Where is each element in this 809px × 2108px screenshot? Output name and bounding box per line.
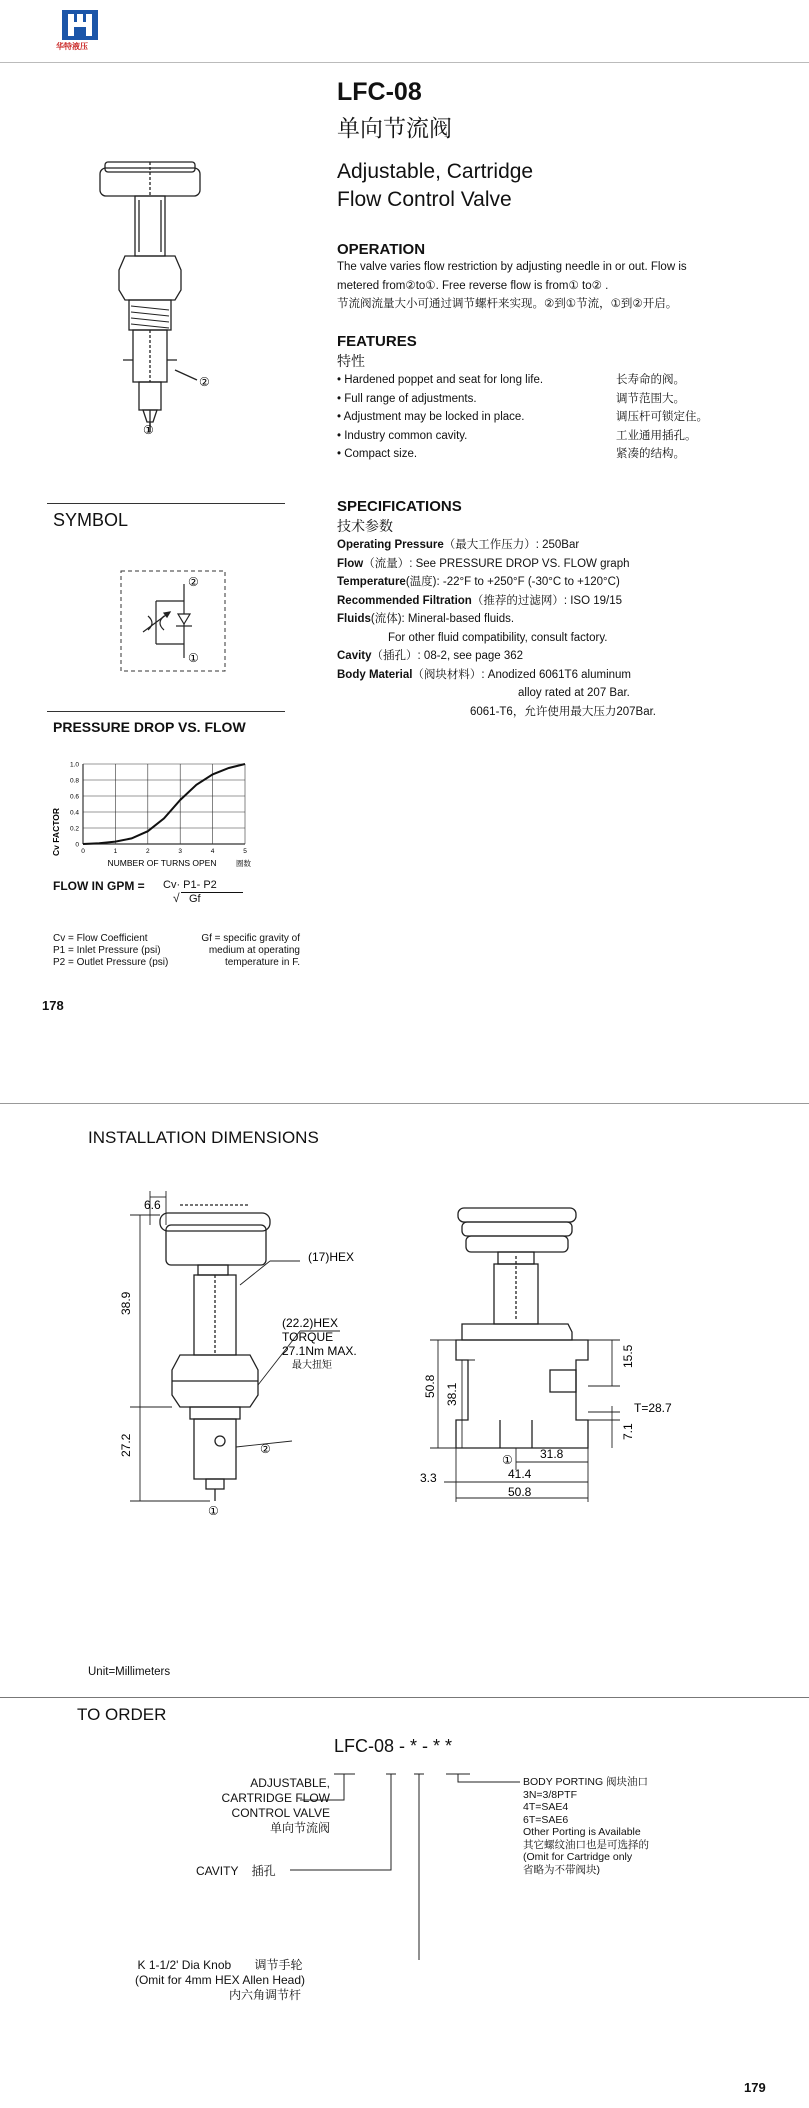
feature-row bbox=[337, 408, 757, 427]
spec-label: Cavity bbox=[337, 650, 372, 662]
spec-row bbox=[337, 684, 767, 703]
feature-cn: 调压杆可锁定住。 bbox=[616, 411, 708, 423]
chart-x-ticks bbox=[81, 848, 247, 855]
model-cn-name: 单向节流阀 bbox=[337, 115, 452, 141]
valve-symbol bbox=[118, 566, 228, 676]
spec-cn: (温度) bbox=[405, 576, 437, 588]
feature-cn: 工业通用插孔。 bbox=[616, 429, 697, 442]
body-dimension-drawing bbox=[390, 1200, 720, 1510]
cv-curve-line bbox=[83, 764, 245, 844]
order-right-line: (Omit for Cartridge only bbox=[523, 1851, 633, 1863]
x-tick-label: 0 bbox=[81, 848, 85, 855]
x-tick-label: 3 bbox=[178, 848, 183, 855]
page-number-179: 179 bbox=[744, 2080, 766, 2095]
model-title: LFC-08 bbox=[337, 78, 422, 106]
y-tick-label: 1.0 bbox=[69, 761, 79, 769]
y-tick-label: 0 bbox=[75, 841, 79, 849]
order-right-line: 省略为不带阀块) bbox=[523, 1863, 600, 1876]
logo-icon bbox=[62, 10, 98, 40]
formula-legend-left bbox=[53, 933, 168, 969]
spec-value: For other fluid compatibility, consult factory. bbox=[388, 631, 608, 644]
spec-value: : See PRESSURE DROP VS. FLOW graph bbox=[409, 557, 630, 570]
formula-numerator: Cv· P1- P2 bbox=[163, 879, 217, 891]
dim-27-2: 27.2 bbox=[119, 1433, 133, 1457]
order-knob-line: (Omit for 4mm HEX Allen Head) bbox=[134, 1973, 306, 1987]
feature-row bbox=[337, 445, 757, 464]
units-note: Unit=Millimeters bbox=[88, 1666, 171, 1678]
spec-value: : Mineral-based fluids. bbox=[401, 613, 515, 625]
order-heading: TO ORDER bbox=[77, 1705, 167, 1724]
operation-line-3: 节流阀流量大小可通过调节螺杆来实现。②到①节流，①到②开启。 bbox=[337, 298, 678, 310]
spec-label: Operating Pressure bbox=[337, 539, 444, 551]
formula-label: FLOW IN GPM = bbox=[53, 879, 145, 893]
spec-label: Recommended Filtration bbox=[337, 594, 472, 607]
feature-cn: 长寿命的阀。 bbox=[616, 374, 685, 386]
spec-row bbox=[337, 573, 767, 592]
feature-cn: 紧凑的结构。 bbox=[616, 448, 685, 460]
formula-legend-right bbox=[195, 933, 300, 969]
spec-value: alloy rated at 207 Bar. bbox=[518, 687, 630, 699]
spec-cn: (流体) bbox=[370, 613, 402, 625]
dim-15-5: 15.5 bbox=[621, 1344, 635, 1368]
dim-6-6: 6.6 bbox=[144, 1198, 161, 1212]
operation-text bbox=[337, 258, 767, 314]
feature-en: • Compact size. bbox=[337, 448, 418, 460]
cartridge-section-drawing bbox=[95, 160, 240, 435]
legend-line: P2 = Outlet Pressure (psi) bbox=[53, 957, 169, 968]
x-tick-label: 2 bbox=[145, 848, 150, 855]
specifications-heading: SPECIFICATIONS bbox=[337, 498, 462, 515]
feature-row bbox=[337, 427, 757, 446]
order-knob-line: 内六角调节杆 bbox=[228, 1988, 301, 2002]
operation-line-2: metered from②to①. Free reverse flow is from① to② . bbox=[337, 279, 609, 292]
order-left-line: CARTRIDGE FLOW bbox=[221, 1791, 330, 1805]
logo-text: 华特液压 bbox=[56, 42, 88, 51]
flow-formula bbox=[53, 879, 217, 905]
cartridge-dimension-drawing bbox=[110, 1185, 410, 1515]
order-right-line: 其它螺纹油口也是可选择的 bbox=[523, 1838, 649, 1851]
page-separator bbox=[0, 1103, 809, 1104]
spec-label: Fluids bbox=[337, 613, 371, 625]
feature-row bbox=[337, 371, 757, 390]
y-tick-label: 0.2 bbox=[69, 825, 79, 833]
legend-line: Gf = specific gravity of bbox=[201, 933, 300, 944]
features-list bbox=[337, 371, 757, 464]
spec-label: Temperature bbox=[337, 576, 406, 588]
order-left-line: 单向节流阀 bbox=[269, 1821, 330, 1835]
order-right-line: 4T=SAE4 bbox=[523, 1801, 569, 1813]
feature-en: • Full range of adjustments. bbox=[337, 392, 477, 405]
cv-factor-chart bbox=[40, 752, 260, 882]
order-knob-line: K 1-1/2' Dia Knob 调节手轮 bbox=[137, 1958, 303, 1972]
chart-y-label: Cv FACTOR bbox=[51, 807, 61, 857]
feature-en: • Adjustment may be locked in place. bbox=[337, 411, 525, 423]
order-left-block bbox=[140, 1776, 330, 1836]
spec-row bbox=[337, 610, 767, 629]
feature-row bbox=[337, 390, 757, 409]
dim-22-2-hex: (22.2)HEX bbox=[282, 1316, 339, 1330]
chart-y-ticks bbox=[70, 762, 79, 849]
spec-cn: （插孔） bbox=[371, 650, 418, 662]
spec-cn: （推荐的过滤网） bbox=[471, 594, 564, 607]
brand-logo bbox=[56, 10, 106, 52]
chart-x-label-cn: 圈数 bbox=[236, 859, 251, 868]
dim-t-28-7: T=28.7 bbox=[634, 1401, 672, 1415]
spec-row bbox=[337, 666, 767, 685]
order-right-line: 3N=3/8PTF bbox=[523, 1788, 577, 1801]
x-tick-label: 4 bbox=[210, 848, 215, 855]
chart-grid bbox=[83, 764, 245, 844]
spec-label: Body Material bbox=[337, 668, 413, 681]
order-right-line: Other Porting is Available bbox=[523, 1826, 641, 1838]
chart-x-label: NUMBER OF TURNS OPEN bbox=[107, 858, 217, 868]
order-knob-block bbox=[105, 1958, 335, 2003]
operation-heading: OPERATION bbox=[337, 241, 426, 258]
symbol-port2: ② bbox=[188, 575, 199, 589]
y-tick-label: 0.8 bbox=[69, 777, 79, 785]
installation-heading: INSTALLATION DIMENSIONS bbox=[88, 1128, 319, 1147]
y-tick-label: 0.6 bbox=[69, 793, 79, 801]
order-code: LFC-08 - * - * * bbox=[334, 1736, 453, 1756]
feature-en: • Industry common cavity. bbox=[337, 429, 468, 442]
torque-label: TORQUE bbox=[282, 1330, 334, 1344]
spec-row bbox=[337, 629, 767, 648]
legend-line: temperature in F. bbox=[224, 957, 300, 968]
spec-value: : 08-2, see page 362 bbox=[417, 650, 524, 662]
order-left-line: ADJUSTABLE, bbox=[250, 1776, 330, 1790]
feature-en: • Hardened poppet and seat for long life. bbox=[337, 374, 544, 386]
dim-41-4: 41.4 bbox=[508, 1467, 532, 1481]
spec-row bbox=[337, 592, 767, 611]
dim-38-1: 38.1 bbox=[445, 1382, 459, 1406]
symbol-rule bbox=[47, 503, 285, 504]
model-en-line1: Adjustable, Cartridge bbox=[337, 160, 534, 183]
spec-cn: （最大工作压力） bbox=[443, 539, 536, 551]
torque-value: 27.1Nm MAX. bbox=[282, 1344, 357, 1358]
left-port1: ① bbox=[208, 1504, 219, 1515]
header-rule bbox=[0, 62, 809, 63]
spec-value: : 250Bar bbox=[535, 539, 580, 551]
order-rule bbox=[0, 1697, 809, 1698]
drawing-port2-label: ② bbox=[199, 375, 210, 389]
spec-cn: （流量） bbox=[363, 557, 410, 570]
spec-row bbox=[337, 536, 767, 555]
spec-value: : -22°F to +250°F (-30°C to +120°C) bbox=[436, 576, 620, 588]
spec-row bbox=[337, 555, 767, 574]
right-port1: ① bbox=[502, 1453, 513, 1467]
feature-cn: 调节范围大。 bbox=[616, 392, 685, 405]
x-tick-label: 1 bbox=[113, 848, 118, 855]
legend-line: P1 = Inlet Pressure (psi) bbox=[53, 945, 161, 956]
features-heading: FEATURES bbox=[337, 333, 417, 350]
spec-cn: （阀块材料） bbox=[412, 668, 482, 681]
legend-line: Cv = Flow Coefficient bbox=[53, 933, 148, 944]
dim-17-hex: (17)HEX bbox=[308, 1250, 355, 1264]
symbol-heading: SYMBOL bbox=[53, 510, 129, 530]
specifications-heading-cn: 技术参数 bbox=[337, 518, 393, 534]
dim-31-8: 31.8 bbox=[540, 1447, 564, 1461]
dim-7-1: 7.1 bbox=[621, 1423, 635, 1440]
order-cavity: CAVITY 插孔 bbox=[196, 1864, 276, 1878]
order-callout-lines bbox=[0, 1760, 809, 1960]
drawing-port1-label: ① bbox=[143, 423, 154, 435]
specifications-list bbox=[337, 536, 767, 721]
spec-value: : Anodized 6061T6 aluminum bbox=[481, 668, 632, 681]
dim-50-8-vertical: 50.8 bbox=[423, 1374, 437, 1398]
order-left-line: CONTROL VALVE bbox=[231, 1806, 330, 1820]
features-heading-cn: 特性 bbox=[337, 353, 365, 369]
torque-cn: 最大扭矩 bbox=[292, 1360, 332, 1371]
y-tick-label: 0.4 bbox=[69, 809, 79, 817]
pressure-rule bbox=[47, 711, 285, 712]
spec-label: Flow bbox=[337, 557, 364, 570]
dim-50-8-horizontal: 50.8 bbox=[508, 1485, 532, 1499]
order-right-line: BODY PORTING 阀块油口 bbox=[523, 1776, 649, 1788]
symbol-port1: ① bbox=[188, 651, 199, 665]
left-port2: ② bbox=[260, 1442, 271, 1456]
order-right-line: 6T=SAE6 bbox=[523, 1813, 569, 1826]
formula-denominator: Gf bbox=[189, 893, 201, 905]
spec-row bbox=[337, 703, 767, 722]
spec-row bbox=[337, 647, 767, 666]
dim-3-3: 3.3 bbox=[420, 1471, 437, 1485]
formula-sqrt-sign: √ bbox=[173, 891, 180, 905]
operation-line-1: The valve varies flow restriction by adjusting needle in or out. Flow is bbox=[337, 261, 687, 273]
order-right-block bbox=[523, 1776, 649, 1876]
pressure-drop-heading: PRESSURE DROP VS. FLOW bbox=[53, 719, 246, 735]
spec-value: : ISO 19/15 bbox=[563, 594, 623, 607]
dim-38-9: 38.9 bbox=[119, 1291, 133, 1315]
x-tick-label: 5 bbox=[243, 848, 247, 855]
model-en-line2: Flow Control Valve bbox=[337, 188, 512, 211]
legend-line: medium at operating bbox=[208, 945, 300, 956]
spec-value: 6061-T6，允许使用最大压力207Bar. bbox=[470, 705, 656, 718]
page-number-178: 178 bbox=[42, 998, 64, 1013]
